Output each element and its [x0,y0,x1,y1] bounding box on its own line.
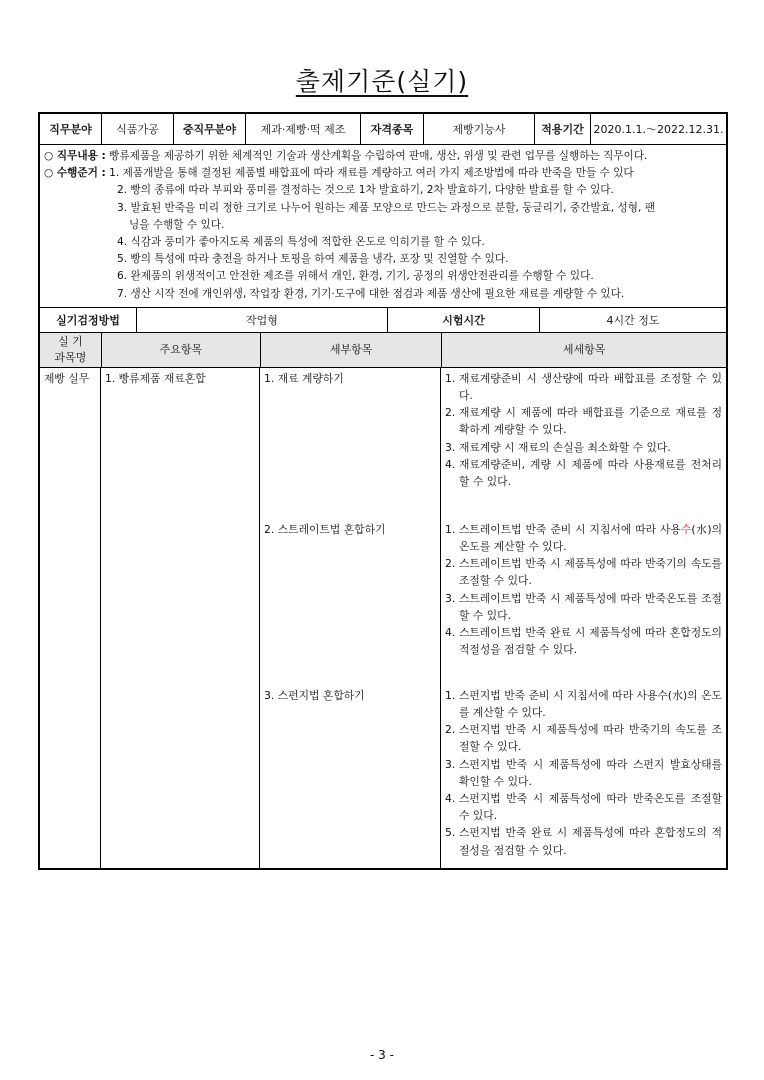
detail-item [445,555,722,589]
page-title: 출제기준(실기) [295,67,469,96]
field-label: 직무분야 [40,114,102,144]
detail-text: 스펀지법 반죽 시 제품특성에 따라 반죽기의 속도를 조절할 수 있다. [459,723,722,754]
time-value: 4시간 정도 [606,313,660,327]
detail-number: 4. [445,792,456,806]
subfield-label: 중직무분야 [174,114,246,144]
subject-cell: 제빵 실무 [40,368,101,868]
criteria-item: 2. 빵의 종류에 따라 부피와 풍미를 결정하는 것으로 1차 발효하기, 2차 발효하기, 다양한 발효를 할 수 있다. [117,184,614,197]
detail-item [445,790,722,824]
details-column [441,368,726,868]
detail-item [445,370,722,404]
detail-item [445,404,722,438]
field-value: 식품가공 [102,114,174,144]
header-row [40,114,726,145]
sub-items-column [260,368,441,868]
criteria-item: 4. 식감과 풍미가 좋아지도록 제품의 특성에 적합한 온도로 익히기를 할 수 있다. [117,236,485,249]
criteria-item: 7. 생산 시작 전에 개인위생, 작업장 환경, 기기·도구에 대한 점검과 제품 생산에 필요한 재료를 계량할 수 있다. [117,287,625,300]
cert-label: 자격종목 [361,114,424,144]
sub-item: 1. 재료 계량하기 [264,371,344,385]
criteria-line [44,165,722,182]
sub-item: 3. 스펀지법 혼합하기 [264,688,365,702]
method-value: 작업형 [137,308,388,332]
duty-text: 빵류제품을 제공하기 위한 체계적인 기술과 생산계획을 수립하여 판매, 생산, 위생 및 관련 업무를 실행하는 직무이다. [109,150,648,162]
detail-text [459,521,722,555]
duty-label: ○ 직무내용 : [44,150,106,162]
detail-number: 3. [445,440,456,454]
detail-item [445,624,722,658]
period-value: 2020.1.1.～2022.12.31. [593,123,724,136]
main-item-cell: 1. 빵류제품 재료혼합 [101,368,260,868]
exam-standard-sheet [38,112,728,870]
detail-text: 스펀지법 반죽 완료 시 제품특성에 따라 혼합정도의 적절성을 점검할 수 있다. [459,826,722,857]
detail-text: 스펀지법 반죽 준비 시 지침서에 따라 사용수(水)의 온도를 계산할 수 있다. [459,688,722,720]
period-label: 적용기간 [535,114,591,144]
detail-number: 1. [445,688,456,702]
detail-number: 1. [445,371,456,385]
detail-text-part: 스트레이트법 반죽 준비 시 지침서에 따라 사용 [459,522,681,536]
detail-text-highlight: 수 [680,522,692,536]
detail-group [441,519,726,685]
detail-text: 스트레이트법 반죽 시 제품특성에 따라 반죽온도를 조절할 수 있다. [459,591,722,622]
col-detail-header: 세세항목 [562,342,606,356]
criteria-item: 5. 빵의 특성에 따라 충전을 하거나 토핑을 하여 제품을 냉각, 포장 및 진열할 수 있다. [117,253,509,266]
detail-number: 2. [445,557,456,571]
detail-number: 3. [445,591,456,605]
detail-text: 재료계량 시 제품에 따라 배합표를 기준으로 재료를 정확하게 계량할 수 있다. [459,406,722,437]
cert-value: 제빵기능사 [424,114,535,144]
page-number: - 3 - [370,1048,394,1062]
method-label: 실기검정방법 [40,308,137,332]
col-main-header: 주요항목 [102,333,261,367]
detail-item [445,590,722,624]
detail-group [441,368,726,519]
detail-text: 스트레이트법 반죽 시 제품특성에 따라 반죽기의 속도를 조절할 수 있다. [459,557,722,588]
criteria-label: ○ 수행준거 : [44,167,106,180]
detail-item [445,456,722,490]
criteria-item: 3. 발효된 반죽을 미리 정한 크기로 나누어 원하는 제품 모양으로 만드는 과정으로 분할, 둥글리기, 중간발효, 성형, 팬 [117,201,655,214]
duty-line [44,148,722,165]
subfield-value: 제과·제빵·떡 제조 [246,114,361,144]
detail-text: 스펀지법 반죽 시 제품특성에 따라 반죽온도를 조절할 수 있다. [459,792,722,823]
detail-number: 3. [445,757,456,771]
info-block [40,145,726,308]
detail-group [441,685,726,879]
detail-text: 재료계량 시 재료의 손실을 최소화할 수 있다. [459,440,671,454]
detail-item [445,824,722,858]
detail-number: 4. [445,457,456,471]
time-label: 시험시간 [388,308,540,332]
detail-item [445,721,722,755]
criteria-item: 1. 제품개발을 통해 결정된 제품별 배합표에 따라 재료를 계량하고 여러 가지 제조방법에 따라 반죽을 만들 수 있다 [109,167,634,180]
col-subject-header-line2: 과목명 [54,350,87,364]
detail-number: 1. [445,522,456,536]
detail-number: 2. [445,406,456,420]
detail-item [445,756,722,790]
criteria-item-continued: 닝을 수행할 수 있다. [129,218,225,231]
col-subject-header [40,333,102,367]
detail-item [445,687,722,721]
detail-text: 스펀지법 반죽 시 제품특성에 따라 스펀지 발효상태를 확인할 수 있다. [459,757,722,788]
col-subject-header-line1: 실 기 [57,334,83,348]
detail-number: 2. [445,723,456,737]
detail-text: 재료계량준비, 계량 시 제품에 따라 사용재료를 전처리할 수 있다. [459,457,722,489]
detail-text-part: (水)의 온도를 계산할 수 있다. [459,522,722,554]
table-header [40,333,726,368]
method-row [40,308,726,333]
detail-text: 스트레이트법 반죽 완료 시 제품특성에 따라 혼합정도의 적절성을 점검할 수 있다. [459,626,722,657]
detail-number: 5. [445,826,456,840]
detail-text: 재료계량준비 시 생산량에 따라 배합표를 조정할 수 있다. [459,371,722,403]
criteria-item: 6. 완제품의 위생적이고 안전한 제조를 위해서 개인, 환경, 기기, 공정의 위생안전관리를 수행할 수 있다. [117,270,594,283]
table-body [40,368,726,868]
col-sub-header: 세부항목 [261,333,442,367]
detail-item [445,521,722,555]
detail-number: 4. [445,626,456,640]
sub-item: 2. 스트레이트법 혼합하기 [264,522,386,536]
detail-item [445,439,722,456]
